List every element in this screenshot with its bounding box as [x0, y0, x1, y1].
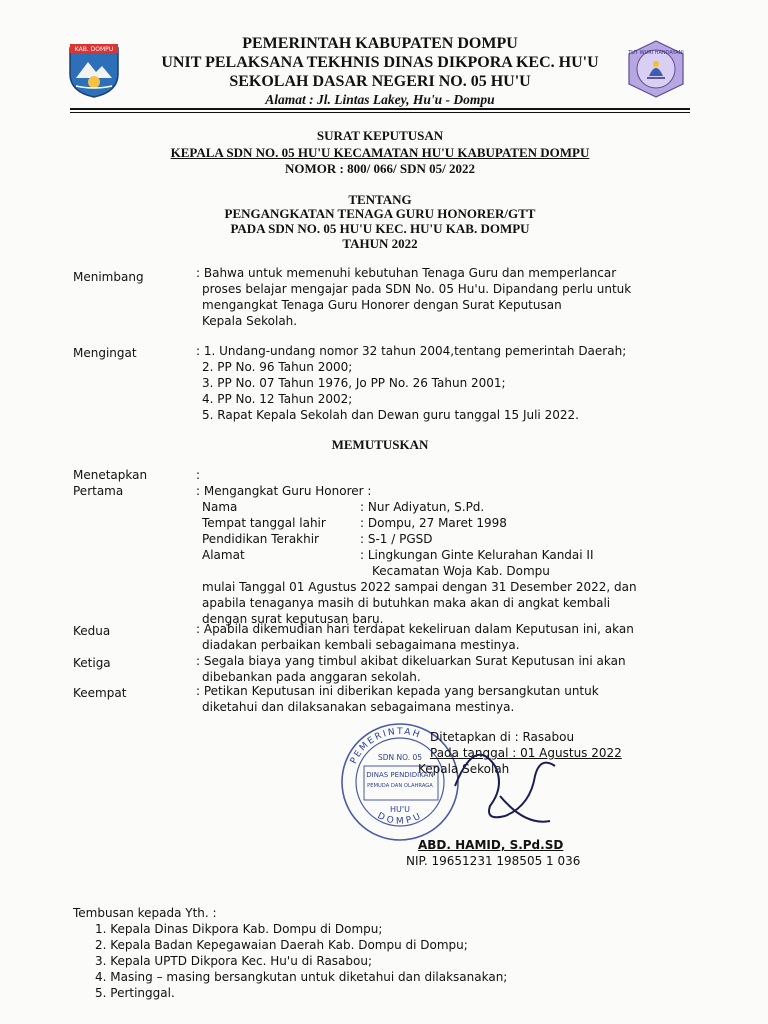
- label-mengingat: Mengingat: [73, 346, 137, 360]
- menetapkan-colon: :: [196, 468, 201, 482]
- header-rule-thin: [70, 112, 690, 113]
- menimbang-line-4: Kepala Sekolah.: [202, 314, 298, 328]
- signature-date: Pada tanggal : 01 Agustus 2022: [430, 746, 622, 760]
- kedua-line-2: diadakan perbaikan kembali sebagaimana mestinya.: [202, 638, 520, 652]
- tembusan-item-3: 3. Kepala UPTD Dikpora Kec. Hu'u di Rasabou;: [95, 954, 373, 968]
- title-tentang: TENTANG: [348, 192, 412, 207]
- ketiga-line-1: : Segala biaya yang timbul akibat dikeluarkan Surat Keputusan ini akan: [196, 654, 626, 668]
- stamp-center-3: PEMUDA DAN OLAHRAGA: [367, 783, 433, 789]
- letterhead-line-2: UNIT PELAKSANA TEKHNIS DINAS DIKPORA KEC. HU'U: [161, 54, 599, 71]
- mengingat-item-2: 2. PP No. 96 Tahun 2000;: [202, 360, 353, 374]
- logo-left-text: KAB. DOMPU: [74, 46, 114, 53]
- tembusan-item-1: 1. Kepala Dinas Dikpora Kab. Dompu di Dompu;: [95, 922, 383, 936]
- tembusan-title: Tembusan kepada Yth. :: [73, 906, 217, 920]
- mengingat-item-5: 5. Rapat Kepala Sekolah dan Dewan guru tanggal 15 Juli 2022.: [202, 408, 579, 422]
- field-pendidikan-label: Pendidikan Terakhir: [202, 532, 319, 546]
- menimbang-line-1: : Bahwa untuk memenuhi kebutuhan Tenaga Guru dan memperlancar: [196, 266, 617, 280]
- mengingat-item-4: 4. PP No. 12 Tahun 2002;: [202, 392, 353, 406]
- letterhead: [140, 34, 620, 109]
- mengingat-item-3: 3. PP No. 07 Tahun 1976, Jo PP No. 26 Tahun 2001;: [202, 376, 506, 390]
- label-menetapkan: Menetapkan: [73, 468, 148, 482]
- stamp-bottom-text: DOMPU: [375, 810, 425, 827]
- pertama-closing-3: dengan surat keputusan baru.: [202, 612, 384, 626]
- title-tahun: TAHUN 2022: [342, 236, 418, 251]
- letterhead-line-1: PEMERINTAH KABUPATEN DOMPU: [242, 35, 518, 52]
- label-ketiga: Ketiga: [73, 656, 111, 670]
- stamp-top-text: PEMERINTAH: [348, 726, 423, 766]
- handwritten-signature: [445, 726, 565, 836]
- kedua-line-1: : Apabila dikemudian hari terdapat kekeliruan dalam Keputusan ini, akan: [196, 622, 634, 636]
- label-keempat: Keempat: [73, 686, 127, 700]
- title-surat-keputusan: SURAT KEPUTUSAN: [316, 128, 444, 143]
- title-nomor: NOMOR : 800/ 066/ SDN 05/ 2022: [285, 161, 475, 176]
- menimbang-line-2: proses belajar mengajar pada SDN No. 05 Hu'u. Dipandang perlu untuk: [202, 282, 632, 296]
- field-nama-label: Nama: [202, 500, 238, 514]
- field-ttl-value: : Dompu, 27 Maret 1998: [360, 516, 507, 530]
- field-alamat-value-2: Kecamatan Woja Kab. Dompu: [372, 564, 550, 578]
- stamp-center-2: DINAS PENDIDIKAN: [366, 771, 434, 779]
- letterhead-address: Alamat : Jl. Lintas Lakey, Hu'u - Dompu: [265, 92, 495, 107]
- label-pertama: Pertama: [73, 484, 124, 498]
- tembusan-item-4: 4. Masing – masing bersangkutan untuk diketahui dan dilaksanakan;: [95, 970, 508, 984]
- signatory-nip: NIP. 19651231 198505 1 036: [406, 854, 581, 868]
- ketiga-line-2: dibebankan pada anggaran sekolah.: [202, 670, 421, 684]
- field-alamat-value: : Lingkungan Ginte Kelurahan Kandai II: [360, 548, 594, 562]
- mengingat-item-1: : 1. Undang-undang nomor 32 tahun 2004,tentang pemerintah Daerah;: [196, 344, 627, 358]
- tut-wuri-handayani-logo: [625, 38, 687, 100]
- signature-place: Ditetapkan di : Rasabou: [430, 730, 575, 744]
- keempat-line-2: diketahui dan dilaksanakan sebagaimana mestinya.: [202, 700, 515, 714]
- title-pada: PADA SDN NO. 05 HU'U KEC. HU'U KAB. DOMPU: [230, 221, 530, 236]
- header-rule-thick: [70, 108, 690, 110]
- field-pendidikan-value: : S-1 / PGSD: [360, 532, 433, 546]
- field-nama-value: : Nur Adiyatun, S.Pd.: [360, 500, 485, 514]
- keempat-line-1: : Petikan Keputusan ini diberikan kepada yang bersangkutan untuk: [196, 684, 599, 698]
- memutuskan-heading: MEMUTUSKAN: [331, 437, 429, 452]
- signature-role: Kepala Sekolah: [418, 762, 510, 776]
- pertama-closing-2: apabila tenaganya masih di butuhkan maka akan di angkat kembali: [202, 596, 611, 610]
- field-ttl-label: Tempat tanggal lahir: [202, 516, 326, 530]
- menimbang-line-3: mengangkat Tenaga Guru Honorer dengan Surat Keputusan: [202, 298, 562, 312]
- stamp-center-4: HU'U: [390, 805, 410, 814]
- title-kepala: KEPALA SDN NO. 05 HU'U KECAMATAN HU'U KABUPATEN DOMPU: [170, 145, 590, 160]
- pertama-closing-1: mulai Tanggal 01 Agustus 2022 sampai dengan 31 Desember 2022, dan: [202, 580, 637, 594]
- dompu-regency-logo: [66, 40, 122, 98]
- tembusan-item-5: 5. Pertinggal.: [95, 986, 175, 1000]
- pertama-intro: : Mengangkat Guru Honorer :: [196, 484, 372, 498]
- title-pengangkatan: PENGANGKATAN TENAGA GURU HONORER/GTT: [224, 206, 536, 221]
- logo-right-text: TUT WURI HANDAYANI: [628, 50, 684, 56]
- letterhead-line-3: SEKOLAH DASAR NEGERI NO. 05 HU'U: [229, 73, 531, 90]
- tembusan-item-2: 2. Kepala Badan Kepegawaian Daerah Kab. Dompu di Dompu;: [95, 938, 468, 952]
- stamp-center-1: SDN NO. 05: [377, 753, 423, 762]
- signatory-name: ABD. HAMID, S.Pd.SD: [418, 838, 564, 852]
- label-kedua: Kedua: [73, 624, 111, 638]
- label-menimbang: Menimbang: [73, 270, 144, 284]
- field-alamat-label: Alamat: [202, 548, 245, 562]
